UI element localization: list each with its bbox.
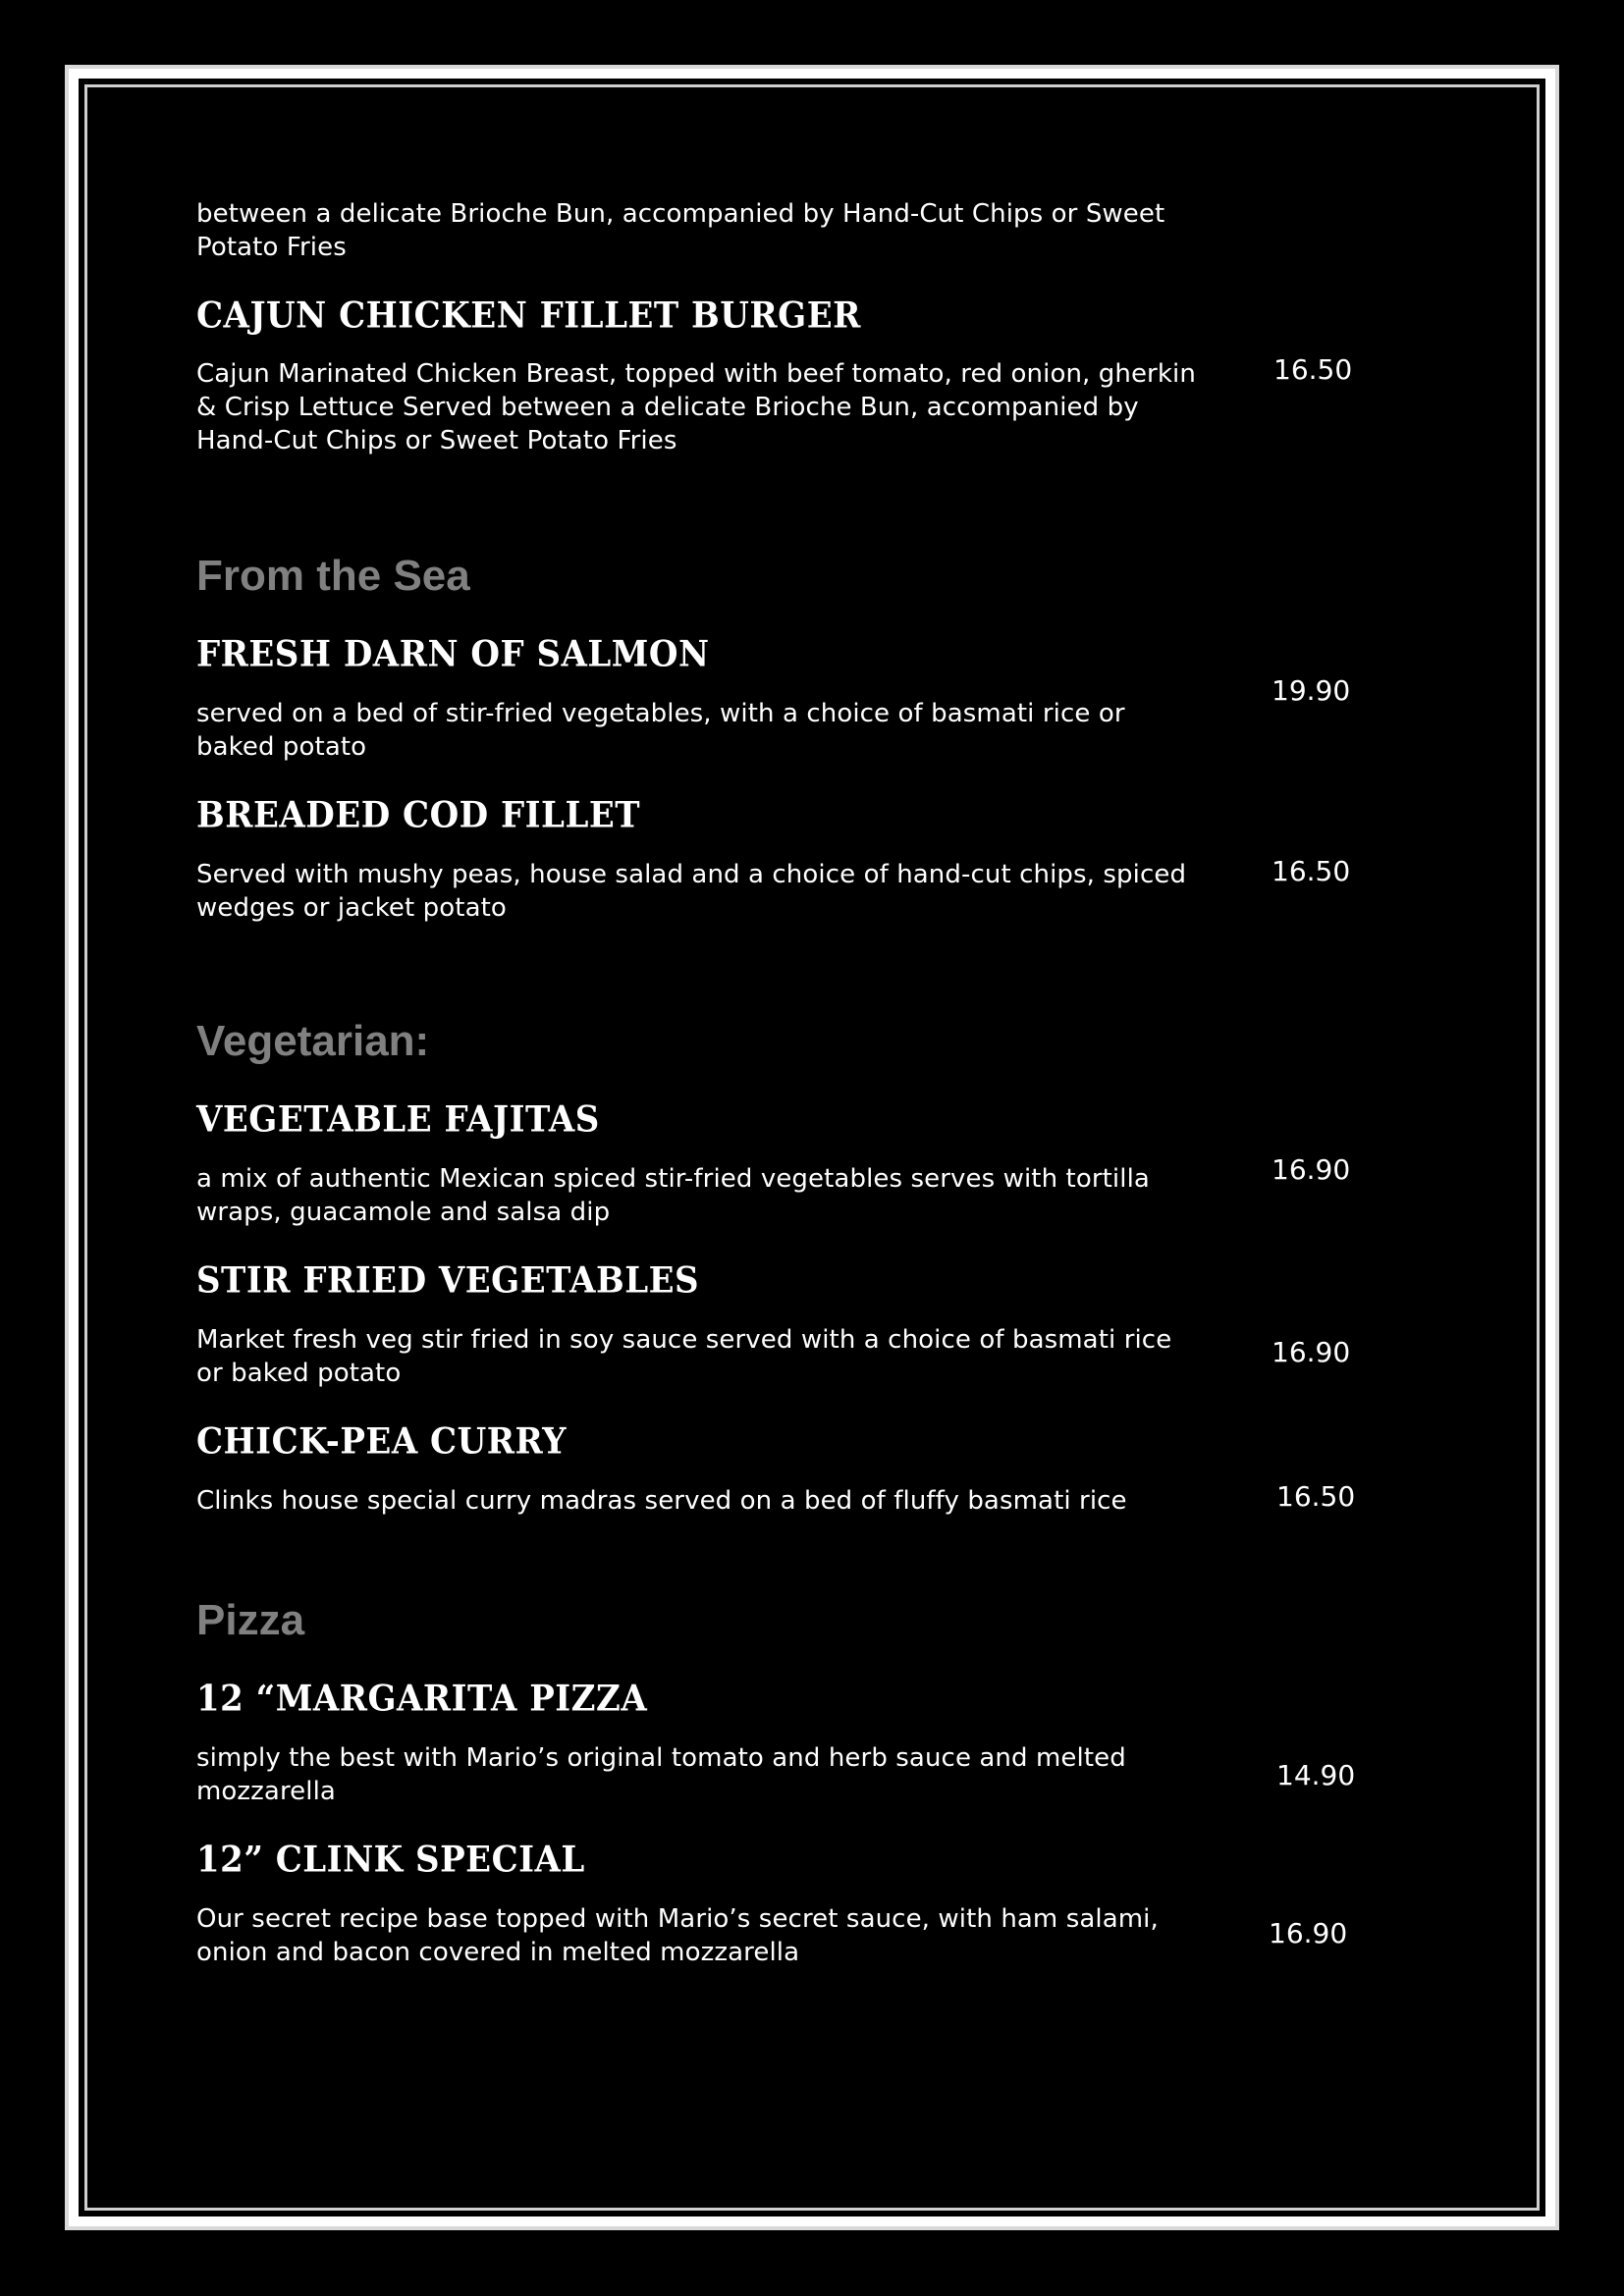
- menu-item-title-clink-special: 12” CLINK SPECIAL: [196, 1839, 585, 1882]
- menu-item-title-cod: BREADED COD FILLET: [196, 794, 641, 837]
- menu-item-description-stir-fried: Market fresh veg stir fried in soy sauce served with a choice of basmati rice or baked potato: [196, 1325, 1172, 1388]
- section-title-pizza: Pizza: [196, 1596, 305, 1644]
- menu-item-description-salmon: served on a bed of stir-fried vegetables, with a choice of basmati rice or baked potato: [196, 699, 1125, 762]
- continued-description: between a delicate Brioche Bun, accompanied by Hand-Cut Chips or Sweet Potato Fries: [196, 199, 1165, 262]
- section-title-vegetarian: Vegetarian:: [196, 1017, 430, 1065]
- menu-item-price-stir-fried: 16.90: [1272, 1336, 1351, 1368]
- section-title-from-the-sea: From the Sea: [196, 552, 470, 600]
- menu-item-description-fajitas: a mix of authentic Mexican spiced stir-fried vegetables serves with tortilla wraps, guacamole and salsa dip: [196, 1164, 1150, 1227]
- menu-item-title-salmon: FRESH DARN OF SALMON: [196, 633, 710, 676]
- menu-item-price-salmon: 19.90: [1272, 674, 1351, 707]
- menu-item-title-stir-fried: STIR FRIED VEGETABLES: [196, 1259, 700, 1303]
- menu-item-price-margarita-pizza: 14.90: [1276, 1759, 1356, 1791]
- menu-item-description-cod: Served with mushy peas, house salad and a choice of hand-cut chips, spiced wedges or jacket potato: [196, 860, 1187, 923]
- menu-item-description-cajun-chicken: Cajun Marinated Chicken Breast, topped with beef tomato, red onion, gherkin & Crisp Lettuce Served between a delicate Brioche Bun, accompanied by Hand-Cut Chips or Sweet Potato Fries: [196, 359, 1196, 455]
- menu-item-description-chickpea-curry: Clinks house special curry madras served on a bed of fluffy basmati rice: [196, 1486, 1127, 1516]
- menu-item-price-fajitas: 16.90: [1272, 1153, 1351, 1186]
- menu-item-price-cajun-chicken: 16.50: [1273, 353, 1353, 386]
- menu-item-title-fajitas: VEGETABLE FAJITAS: [196, 1098, 600, 1142]
- menu-item-title-chickpea-curry: CHICK-PEA CURRY: [196, 1420, 567, 1464]
- menu-item-price-clink-special: 16.90: [1269, 1917, 1348, 1949]
- menu-item-description-clink-special: Our secret recipe base topped with Mario’s secret sauce, with ham salami, onion and bacon covered in melted mozzarella: [196, 1904, 1159, 1967]
- menu-item-price-chickpea-curry: 16.50: [1276, 1480, 1356, 1513]
- menu-item-title-cajun-chicken: CAJUN CHICKEN FILLET BURGER: [196, 294, 861, 338]
- menu-item-price-cod: 16.50: [1272, 855, 1351, 887]
- menu-item-description-margarita-pizza: simply the best with Mario’s original tomato and herb sauce and melted mozzarella: [196, 1743, 1126, 1806]
- menu-item-title-margarita-pizza: 12 “MARGARITA PIZZA: [196, 1678, 648, 1721]
